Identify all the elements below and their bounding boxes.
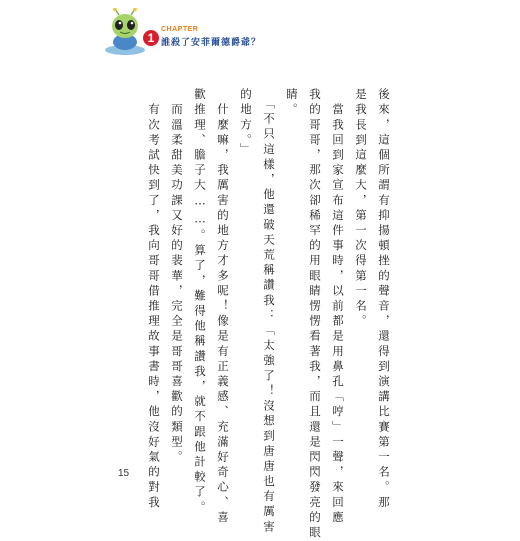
chapter-header	[103, 8, 303, 58]
text-column: 是我長到這麼大，第一次得第一名。	[354, 88, 368, 330]
alien-mascot-icon	[103, 8, 147, 56]
body-text	[130, 88, 391, 541]
text-column: 後來，這個所謂有抑揚頓挫的聲音，還得到演講比賽第一名。那	[377, 88, 391, 511]
text-column: 而溫柔甜美功課又好的裴華，完全是哥哥喜歡的類型。	[170, 88, 184, 466]
text-column: 「不只這樣，他還破天荒稱讚我：「太強了！沒想到唐唐也有厲害	[262, 88, 276, 536]
text-column: 什麼嘛，我厲害的地方才多呢！像是有正義感、充滿好奇心、喜	[216, 88, 230, 526]
chapter-number: 1	[143, 30, 159, 46]
text-column: 我的哥哥，那次卻稀罕的用眼睛愣愣看著我，而且還是閃閃發亮的眼	[308, 88, 322, 541]
text-column: 的地方。」	[239, 88, 253, 158]
text-column: 有次考試快到了，我向哥哥借推理故事書時，他沒好氣的對我	[147, 88, 161, 511]
chapter-label: CHAPTER	[161, 26, 199, 33]
chapter-title: 誰殺了安菲爾德爵爺？	[161, 37, 262, 47]
text-column: 當我回到家宣布這件事時，以前都是用鼻孔「哼」一聲，來回應	[331, 88, 345, 526]
page-number: 15	[118, 468, 130, 479]
text-column: 睛。	[285, 88, 299, 119]
text-column: 歡推理、膽子大……。算了，難得他稱讚我，就不跟他計較了。	[193, 88, 207, 516]
